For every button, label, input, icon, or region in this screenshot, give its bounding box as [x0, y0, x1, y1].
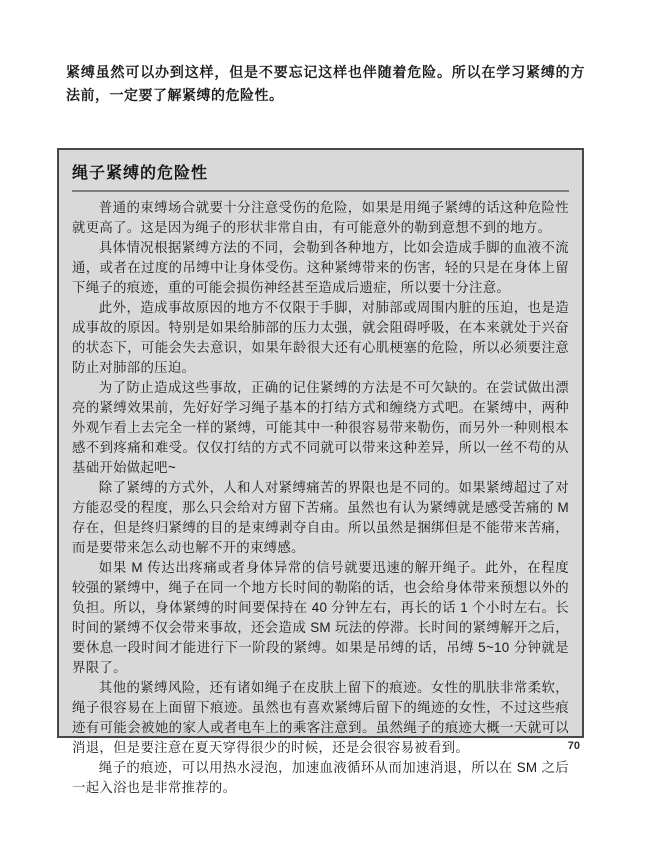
paragraph: 普通的束缚场合就要十分注意受伤的危险，如果是用绳子紧缚的话这种危险性就更高了。这是因为绳子的形状非常自由，有可能意外的勒到意想不到的地方。: [72, 200, 569, 235]
paragraph: 如果 M 传达出疼痛或者身体异常的信号就要迅速的解开绳子。此外，在程度较强的紧缚中，绳子在同一个地方长时间的勒陷的话，也会给身体带来预想以外的负担。所以，身体紧缚的时间要保持在 40 分钟左右，再长的话 1 个小时左右。长时间的紧缚不仅会带来事故，还会造成 SM 玩法的停滞。长时间的紧缚解开之后，要休息一段时间才能进行下一阶段的紧缚。如果是吊缚的话，吊缚 5~10 分钟就是界限了。: [72, 560, 569, 675]
paragraph: 为了防止造成这些事故，正确的记住紧缚的方法是不可欠缺的。在尝试做出漂亮的紧缚效果前，先好好学习绳子基本的打结方式和缠绕方式吧。在紧缚中，两种外观乍看上去完全一样的紧缚，可能其中一种很容易带来勒伤，而另外一种则根本感不到疼痛和难受。仅仅打结的方式不同就可以带来这种差异，所以一丝不苟的从基础开始做起吧~: [72, 380, 569, 475]
paragraph: 具体情况根据紧缚方法的不同，会勒到各种地方，比如会造成手脚的血液不流通，或者在过度的吊缚中让身体受伤。这种紧缚带来的伤害，轻的只是在身体上留下绳子的痕迹，重的可能会损伤神经甚至造成后遗症，所以要十分注意。: [72, 240, 569, 295]
paragraph: 除了紧缚的方式外，人和人对紧缚痛苦的界限也是不同的。如果紧缚超过了对方能忍受的程度，那么只会给对方留下苦痛。虽然也有认为紧缚就是感受苦痛的 M 存在，但是终归紧缚的目的是束缚剥夺自由。所以虽然是捆绑但是不能带来苦痛，而是要带来怎么动也解不开的束缚感。: [72, 480, 569, 555]
intro-text: 紧缚虽然可以办到这样，但是不要忘记这样也伴随着危险。所以在学习紧缚的方法前，一定要了解紧缚的危险性。: [66, 64, 585, 103]
paragraph: 绳子的痕迹，可以用热水浸泡，加速血液循环从而加速消退，所以在 SM 之后一起入浴也是非常推荐的。: [72, 760, 569, 795]
box-body: [72, 198, 569, 798]
box-title: 绳子紧缚的危险性: [72, 157, 569, 192]
page-number: 70: [567, 740, 580, 752]
paragraph: 此外，造成事故原因的地方不仅限于手脚，对肺部或周围内脏的压迫，也是造成事故的原因。特别是如果给肺部的压力太强，就会阻碍呼吸，在本来就处于兴奋的状态下，可能会失去意识，如果年龄很大还有心肌梗塞的危险，所以必须要注意防止对肺部的压迫。: [72, 300, 569, 375]
paragraph: 其他的紧缚风险，还有诸如绳子在皮肤上留下的痕迹。女性的肌肤非常柔软，绳子很容易在上面留下痕迹。虽然也有喜欢紧缚后留下的绳迹的女性，不过这些痕迹有可能会被她的家人或者电车上的乘客注意到。虽然绳子的痕迹大概一天就可以消退，但是要注意在夏天穿得很少的时候，还是会很容易被看到。: [72, 680, 569, 755]
